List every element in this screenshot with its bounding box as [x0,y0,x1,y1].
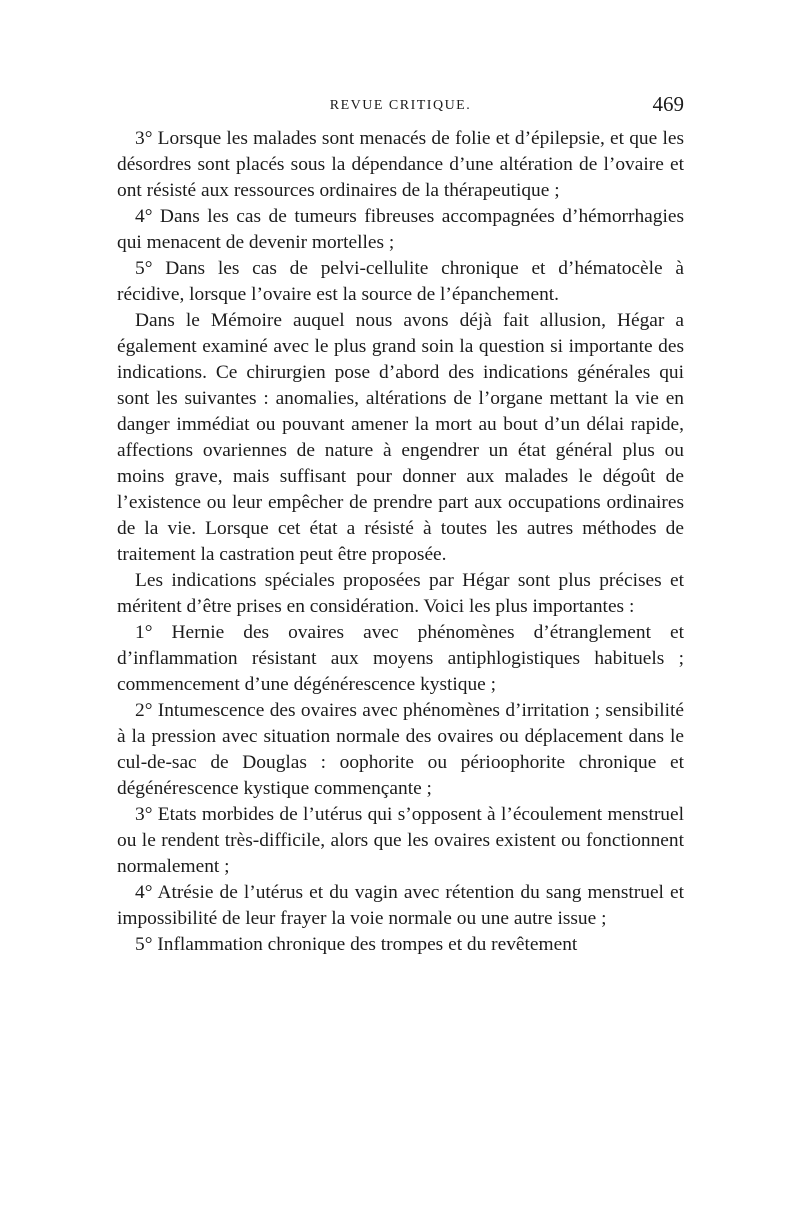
paragraph-item-1-hernie: 1° Hernie des ovaires avec phénomènes d’étranglement et d’inflammation résistant aux moyens antiphlogistiques habituels ; commencement d’une dégénérescence kystique ; [117,622,684,695]
paragraph-indication-4-tumeurs: 4° Dans les cas de tumeurs fibreuses accompagnées d’hémorrhagies qui menacent de devenir mortelles ; [117,206,684,253]
book-page [117,92,684,958]
paragraph-indication-3-folie: 3° Lorsque les malades sont menacés de folie et d’épilepsie, et que les désordres sont placés sous la dépendance d’une altération de l’ovaire et ont résisté aux ressources ordinaires de la thérapeutique ; [117,128,684,201]
paragraph-indication-5-pelvi-cellulite: 5° Dans les cas de pelvi-cellulite chronique et d’hématocèle à récidive, lorsque l’ovaire est la source de l’épanchement. [117,258,684,305]
paragraph-item-3-etats-morbides: 3° Etats morbides de l’utérus qui s’opposent à l’écoulement menstruel ou le rendent très-difficile, alors que les ovaires existent ou fonctionnent normalement ; [117,804,684,877]
paragraph-item-4-atresie: 4° Atrésie de l’utérus et du vagin avec rétention du sang menstruel et impossibilité de leur frayer la voie normale ou une autre issue ; [117,882,684,929]
paragraph-item-2-intumescence: 2° Intumescence des ovaires avec phénomènes d’irritation ; sensibilité à la pression avec situation normale des ovaires ou déplacement dans le cul-de-sac de Douglas : oophorite ou périoophorite chronique et dégénérescence kystique commençante ; [117,700,684,799]
page-number: 469 [652,92,684,116]
running-title: REVUE CRITIQUE. [329,98,472,113]
running-head [117,92,684,126]
body-text [117,126,684,958]
paragraph-hegar-indications-generales: Dans le Mémoire auquel nous avons déjà fait allusion, Hégar a également examiné avec le plus grand soin la question si importante des indications. Ce chirurgien pose d’abord des indications générales qui sont les suivantes : anomalies, altérations de l’organe mettant la vie en danger immédiat ou pouvant amener la mort au bout d’un délai rapide, affections ovariennes de nature à engendrer un état général plus ou moins grave, mais suffisant pour donner aux malades le dégoût de l’existence ou leur empêcher de prendre part aux occupations ordinaires de la vie. Lorsque cet état a résisté à toutes les autres méthodes de traitement la castration peut être proposée. [117,310,684,565]
paragraph-item-5-inflammation: 5° Inflammation chronique des trompes et du revêtement [135,934,578,955]
paragraph-indications-speciales: Les indications spéciales proposées par Hégar sont plus précises et méritent d’être prises en considération. Voici les plus importantes : [117,570,684,617]
